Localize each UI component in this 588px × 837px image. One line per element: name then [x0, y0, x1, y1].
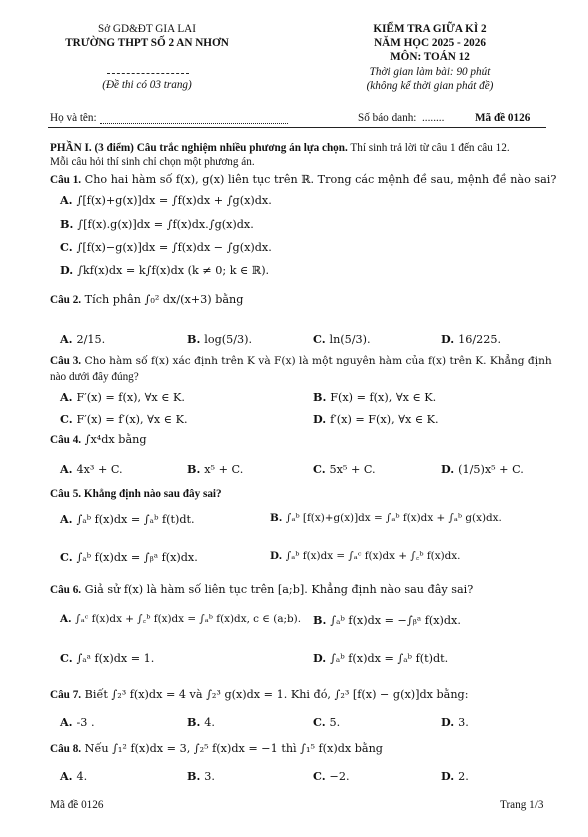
- id-label: Số báo danh:: [358, 112, 417, 124]
- q8-option-d[interactable]: D. 2.: [441, 769, 469, 783]
- option-text: F′(x) = f(x), ∀x ∈ K.: [76, 391, 185, 404]
- question-label: Câu 2.: [50, 294, 82, 306]
- q8-option-c[interactable]: C. −2.: [313, 769, 350, 783]
- option-text: ∫ₐᵇ f(x)dx = −∫ᵦᵃ f(x)dx.: [330, 614, 461, 627]
- option-text: F(x) = f(x), ∀x ∈ K.: [330, 391, 437, 404]
- name-field[interactable]: [100, 123, 288, 124]
- q6-option-b[interactable]: B. ∫ₐᵇ f(x)dx = −∫ᵦᵃ f(x)dx.: [313, 613, 461, 627]
- option-text: ∫ₐᵇ f(x)dx = ∫ₐᶜ f(x)dx + ∫꜀ᵇ f(x)dx.: [285, 550, 461, 562]
- school-name: TRƯỜNG THPT SỐ 2 AN NHƠN: [65, 37, 229, 49]
- q7-option-a[interactable]: A. -3 .: [60, 715, 95, 729]
- option-text: log(5/3).: [204, 333, 253, 346]
- question-text: Tích phân ∫₀² dx/(x+3) bằng: [81, 293, 244, 306]
- question-label: Câu 8.: [50, 743, 82, 755]
- question-text: Giả sử f(x) là hàm số liên tục trên [a;b]. Khẳng định nào sau đây sai?: [81, 583, 474, 596]
- option-text: ∫ₐᵃ f(x)dx = 1.: [76, 652, 155, 665]
- part1-desc2: Mỗi câu hỏi thí sinh chỉ chọn một phương án.: [50, 156, 255, 168]
- option-text: −2.: [329, 770, 350, 783]
- question-3: [50, 355, 552, 368]
- question-label: Câu 6.: [50, 584, 82, 596]
- option-text: ∫kf(x)dx = k∫f(x)dx (k ≠ 0; k ∈ ℝ).: [77, 264, 270, 277]
- option-text: ∫ₐᵇ f(x)dx = ∫ᵦᵃ f(x)dx.: [76, 551, 198, 564]
- option-text: ln(5/3).: [329, 333, 371, 346]
- option-text: 2.: [458, 770, 469, 783]
- question-label: Câu 5.: [50, 488, 82, 500]
- option-text: F′(x) = f′(x), ∀x ∈ K.: [76, 413, 188, 426]
- footer-exam-code: Mã đề 0126: [50, 799, 104, 811]
- q3-option-d[interactable]: D. f′(x) = F(x), ∀x ∈ K.: [313, 412, 439, 426]
- question-5: [50, 488, 222, 501]
- question-1: [50, 174, 556, 187]
- question-6: [50, 584, 473, 597]
- q1-option-c[interactable]: C. ∫[f(x)−g(x)]dx = ∫f(x)dx − ∫g(x)dx.: [60, 240, 272, 254]
- id-field[interactable]: ........: [422, 112, 445, 124]
- option-text: ∫ₐᵇ f(x)dx = ∫ₐᵇ f(t)dt.: [330, 652, 449, 665]
- question-label: Câu 3.: [50, 355, 82, 367]
- q6-option-c[interactable]: C. ∫ₐᵃ f(x)dx = 1.: [60, 651, 155, 665]
- q5-option-d[interactable]: D. ∫ₐᵇ f(x)dx = ∫ₐᶜ f(x)dx + ∫꜀ᵇ f(x)dx.: [270, 550, 461, 562]
- q8-option-b[interactable]: B. 3.: [187, 769, 215, 783]
- q5-option-a[interactable]: A. ∫ₐᵇ f(x)dx = ∫ₐᵇ f(t)dt.: [60, 512, 195, 526]
- option-text: ∫[f(x).g(x)]dx = ∫f(x)dx.∫g(x)dx.: [77, 218, 254, 231]
- option-text: 4x³ + C.: [76, 463, 123, 476]
- q1-option-b[interactable]: B. ∫[f(x).g(x)]dx = ∫f(x)dx.∫g(x)dx.: [60, 217, 254, 231]
- q3-option-c[interactable]: C. F′(x) = f′(x), ∀x ∈ K.: [60, 412, 188, 426]
- part1-desc: Thí sinh trả lời từ câu 1 đến câu 12.: [347, 142, 510, 154]
- option-text: ∫ₐᵇ [f(x)+g(x)]dx = ∫ₐᵇ f(x)dx + ∫ₐᵇ g(x)dx.: [286, 512, 502, 524]
- exam-title: KIỂM TRA GIỮA KÌ 2: [373, 23, 487, 35]
- option-text: 2/15.: [76, 333, 106, 346]
- page-count-note: (Đề thi có 03 trang): [102, 79, 192, 91]
- option-text: 4.: [204, 716, 215, 729]
- option-text: 5x⁵ + C.: [329, 463, 376, 476]
- option-text: 5.: [329, 716, 341, 729]
- q4-option-b[interactable]: B. x⁵ + C.: [187, 462, 244, 476]
- q5-option-b[interactable]: B. ∫ₐᵇ [f(x)+g(x)]dx = ∫ₐᵇ f(x)dx + ∫ₐᵇ g(x)dx.: [270, 512, 502, 524]
- option-text: ∫[f(x)+g(x)]dx = ∫f(x)dx + ∫g(x)dx.: [76, 194, 272, 207]
- header-rule: [48, 127, 546, 128]
- option-text: ∫[f(x)−g(x)]dx = ∫f(x)dx − ∫g(x)dx.: [76, 241, 272, 254]
- question-text: ∫x⁴dx bằng: [81, 433, 147, 446]
- q1-option-d[interactable]: D. ∫kf(x)dx = k∫f(x)dx (k ≠ 0; k ∈ ℝ).: [60, 263, 270, 277]
- question-text: Cho hai hàm số f(x), g(x) liên tục trên ℝ. Trong các mệnh đề sau, mệnh đề nào sai?: [81, 173, 557, 186]
- option-text: 4.: [76, 770, 88, 783]
- q7-option-c[interactable]: C. 5.: [313, 715, 341, 729]
- question-label: Câu 1.: [50, 174, 82, 186]
- exam-code: Mã đề 0126: [475, 112, 531, 124]
- q5-option-c[interactable]: C. ∫ₐᵇ f(x)dx = ∫ᵦᵃ f(x)dx.: [60, 550, 198, 564]
- question-7: [50, 689, 469, 702]
- option-text: ∫ₐᶜ f(x)dx + ∫꜀ᵇ f(x)dx = ∫ₐᵇ f(x)dx, c ∈ (a;b).: [75, 613, 302, 625]
- part1-heading: [50, 142, 510, 155]
- subject: MÔN: TOÁN 12: [390, 51, 470, 63]
- page-number: Trang 1/3: [500, 799, 544, 811]
- q4-option-c[interactable]: C. 5x⁵ + C.: [313, 462, 376, 476]
- q6-option-a[interactable]: A. ∫ₐᶜ f(x)dx + ∫꜀ᵇ f(x)dx = ∫ₐᵇ f(x)dx, c ∈ (a;b).: [60, 613, 302, 625]
- part1-title: PHẦN I. (3 điểm) Câu trắc nghiệm nhiều phương án lựa chọn.: [50, 142, 348, 154]
- q2-option-c[interactable]: C. ln(5/3).: [313, 332, 371, 346]
- question-text: Cho hàm số f(x) xác định trên K và F(x) là một nguyên hàm của f(x) trên K. Khẳng định: [81, 355, 552, 367]
- q7-option-d[interactable]: D. 3.: [441, 715, 469, 729]
- q6-option-d[interactable]: D. ∫ₐᵇ f(x)dx = ∫ₐᵇ f(t)dt.: [313, 651, 449, 665]
- option-text: 16/225.: [458, 333, 502, 346]
- q2-option-b[interactable]: B. log(5/3).: [187, 332, 253, 346]
- question-3-cont: nào dưới đây đúng?: [50, 371, 139, 383]
- question-label: Câu 4.: [50, 434, 82, 446]
- q3-option-a[interactable]: A. F′(x) = f(x), ∀x ∈ K.: [60, 390, 185, 404]
- duration-note: (không kể thời gian phát đề): [366, 80, 494, 92]
- question-text: Nếu ∫₁² f(x)dx = 3, ∫₂⁵ f(x)dx = −1 thì ∫₁⁵ f(x)dx bằng: [81, 742, 383, 755]
- question-label: Câu 7.: [50, 689, 82, 701]
- question-4: [50, 434, 147, 447]
- school-department: Sở GD&ĐT GIA LAI: [97, 23, 196, 35]
- option-text: 3.: [458, 716, 469, 729]
- option-text: -3 .: [76, 716, 95, 729]
- q2-option-a[interactable]: A. 2/15.: [60, 332, 106, 346]
- question-8: [50, 743, 383, 756]
- option-text: x⁵ + C.: [204, 463, 244, 476]
- q3-option-b[interactable]: B. F(x) = f(x), ∀x ∈ K.: [313, 390, 437, 404]
- question-text: Khẳng định nào sau đây sai?: [81, 488, 222, 500]
- question-2: [50, 294, 243, 307]
- option-text: ∫ₐᵇ f(x)dx = ∫ₐᵇ f(t)dt.: [76, 513, 195, 526]
- q2-option-d[interactable]: D. 16/225.: [441, 332, 502, 346]
- duration: Thời gian làm bài: 90 phút: [369, 66, 491, 78]
- q1-option-a[interactable]: A. ∫[f(x)+g(x)]dx = ∫f(x)dx + ∫g(x)dx.: [60, 193, 272, 207]
- q4-option-a[interactable]: A. 4x³ + C.: [60, 462, 123, 476]
- q7-option-b[interactable]: B. 4.: [187, 715, 215, 729]
- q8-option-a[interactable]: A. 4.: [60, 769, 88, 783]
- divider: [107, 73, 189, 74]
- name-label: Họ và tên:: [50, 112, 97, 124]
- option-text: 3.: [204, 770, 215, 783]
- school-year: NĂM HỌC 2025 - 2026: [374, 37, 486, 49]
- option-text: (1/5)x⁵ + C.: [458, 463, 524, 476]
- q4-option-d[interactable]: D. (1/5)x⁵ + C.: [441, 462, 524, 476]
- question-text: Biết ∫₂³ f(x)dx = 4 và ∫₂³ g(x)dx = 1. Khi đó, ∫₂³ [f(x) − g(x)]dx bằng:: [81, 688, 469, 701]
- option-text: f′(x) = F(x), ∀x ∈ K.: [330, 413, 439, 426]
